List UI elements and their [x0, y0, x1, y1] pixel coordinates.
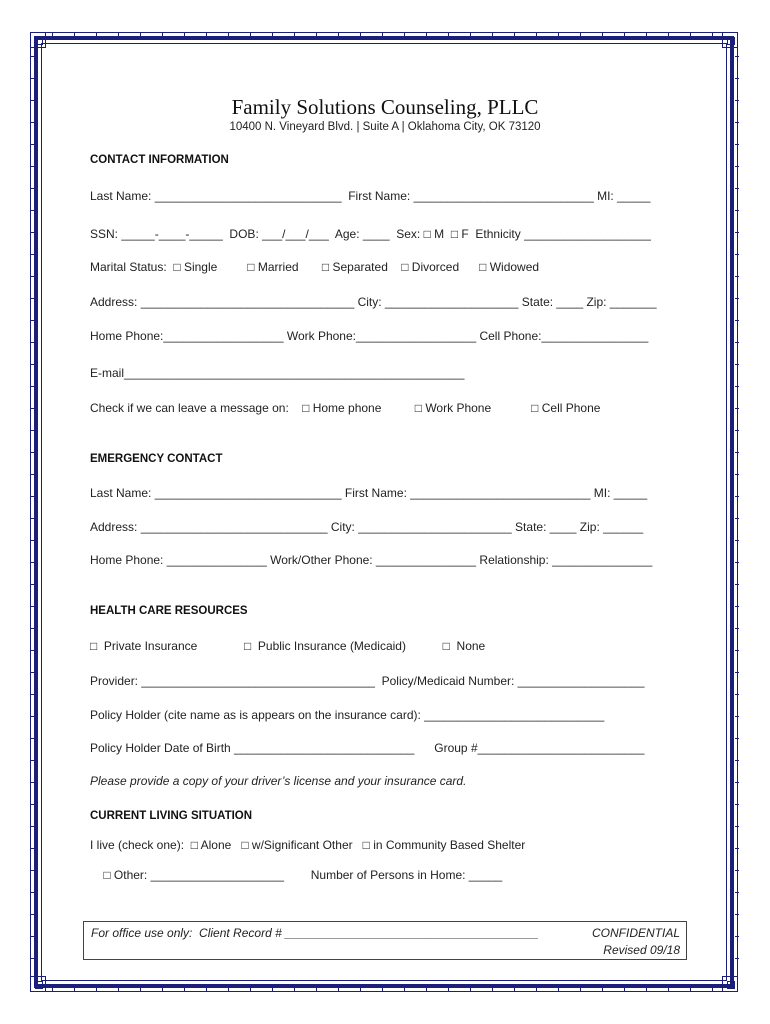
contact-email-line[interactable]: E-mail___________________________________________________: [90, 366, 465, 380]
corner-ornament-top-left: [30, 32, 46, 48]
insurance-card-note: Please provide a copy of your driver’s license and your insurance card.: [90, 774, 467, 788]
policy-holder-line[interactable]: Policy Holder (cite name as is appears on the insurance card): ___________________________: [90, 708, 605, 722]
confidential-label: CONFIDENTIAL: [591, 926, 680, 940]
emergency-phone-line[interactable]: Home Phone: _______________ Work/Other Phone: _______________ Relationship: _______________: [90, 553, 653, 567]
border-ticks-right: [735, 56, 739, 968]
living-other-line[interactable]: □ Other: ____________________ Number of Persons in Home: _____: [90, 868, 503, 882]
border-ticks-bottom: [52, 987, 718, 991]
health-heading: HEALTH CARE RESOURCES: [90, 605, 248, 617]
emergency-heading: EMERGENCY CONTACT: [90, 453, 223, 465]
office-record-line[interactable]: For office use only: Client Record # ______________________________________: [91, 926, 539, 940]
border-ticks-left: [31, 56, 35, 968]
emergency-address-line[interactable]: Address: ____________________________ City: _______________________ State: ____ Zip: ______: [90, 520, 644, 534]
policy-holder-dob-line[interactable]: Policy Holder Date of Birth ___________________________ Group #_________________________: [90, 741, 645, 755]
corner-ornament-top-right: [722, 32, 738, 48]
contact-name-line[interactable]: Last Name: ____________________________ First Name: ___________________________ MI: _____: [90, 189, 651, 203]
corner-ornament-bottom-left: [30, 976, 46, 992]
border-ticks-top: [52, 33, 718, 37]
contact-ssn-line[interactable]: SSN: _____-____-_____ DOB: ___/___/___ Age: ____ Sex: □ M □ F Ethnicity ___________________: [90, 227, 651, 241]
page-title: Family Solutions Counseling, PLLC: [231, 95, 539, 119]
insurance-type-line[interactable]: □ Private Insurance □ Public Insurance (Medicaid) □ None: [90, 639, 486, 653]
message-permission-line[interactable]: Check if we can leave a message on: □ Home phone □ Work Phone □ Cell Phone: [90, 401, 601, 415]
contact-phone-line[interactable]: Home Phone:__________________ Work Phone:__________________ Cell Phone:________________: [90, 329, 649, 343]
provider-line[interactable]: Provider: ___________________________________ Policy/Medicaid Number: ___________________: [90, 674, 645, 688]
contact-address-line[interactable]: Address: ________________________________ City: ____________________ State: ____ Zip: _______: [90, 295, 657, 309]
living-situation-line[interactable]: I live (check one): □ Alone □ w/Significant Other □ in Community Based Shelter: [90, 838, 526, 852]
contact-heading: CONTACT INFORMATION: [90, 154, 229, 166]
office-use-box: [83, 921, 687, 960]
living-heading: CURRENT LIVING SITUATION: [90, 810, 253, 822]
marital-status-line[interactable]: Marital Status: □ Single □ Married □ Separated □ Divorced □ Widowed: [90, 260, 540, 274]
revision-label: Revised 09/18: [603, 943, 680, 957]
corner-ornament-bottom-right: [722, 976, 738, 992]
practice-address: 10400 N. Vineyard Blvd. | Suite A | Oklahoma City, OK 73120: [229, 121, 541, 133]
emergency-name-line[interactable]: Last Name: ____________________________ First Name: ___________________________ MI: _____: [90, 486, 648, 500]
